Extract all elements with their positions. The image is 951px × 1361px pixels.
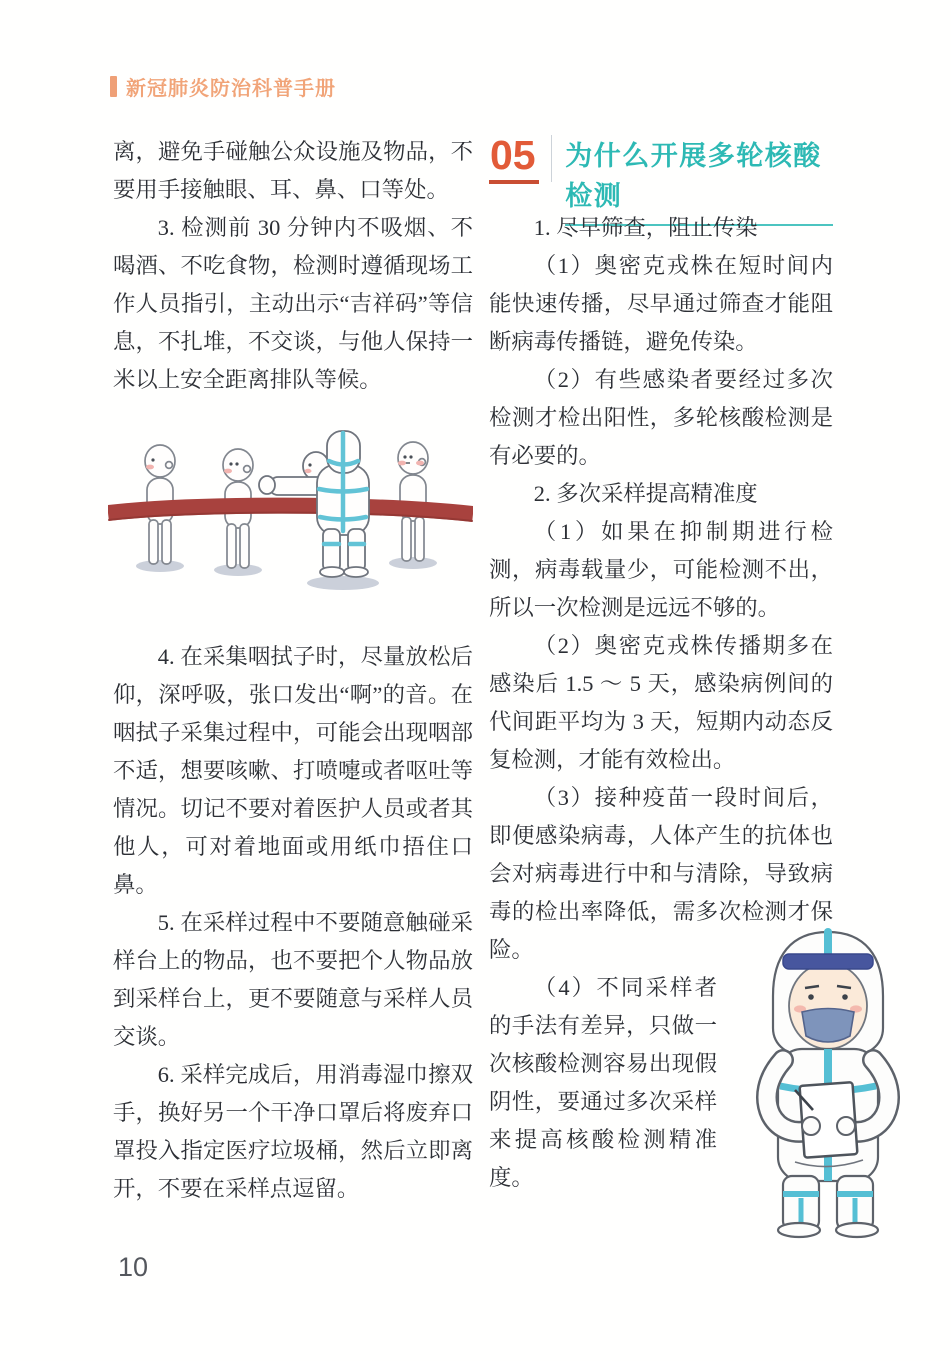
paragraph-step4: 4. 在采集咽拭子时，尽量放松后仰，深呼吸，张口发出“啊”的音。在咽拭子采集过程中，可能会出现咽部不适，想要咳嗽、打喷嚏或者呕吐等情况。切记不要对着医护人员或者其他人，可对着地面或用纸巾捂住口鼻。 xyxy=(113,644,473,897)
booklet-title: 新冠肺炎防治科普手册 xyxy=(126,78,336,100)
paragraph-continuation: 离，避免手碰触公众设施及物品，不要用手接触眼、耳、鼻、口等处。 xyxy=(113,139,473,202)
paragraph-point2-2: （2）奥密克戎株传播期多在感染后 1.5 ～ 5 天，感染病例间的代间距平均为 3 天，短期内动态反复检测，才能有效检出。 xyxy=(489,633,833,772)
section-number: 05 xyxy=(489,133,539,184)
paragraph-point2-4: （4）不同采样者的手法有差异，只做一次核酸检测容易出现假阴性，要通过多次采样来提高核酸检测精准度。 xyxy=(489,975,717,1190)
paragraph-point2-3: （3）接种疫苗一段时间后，即便感染病毒，人体产生的抗体也会对病毒进行中和与清除，导致病毒的检出率降低，需多次检测才保险。 xyxy=(489,785,833,962)
section-title: 为什么开展多轮核酸检测 xyxy=(565,133,833,226)
header-accent-bar xyxy=(110,76,117,97)
paragraph-point1: 1. 尽早筛查，阻止传染 xyxy=(533,215,758,240)
page-number: 10 xyxy=(118,1252,149,1282)
paragraph-point2-1: （1）如果在抑制期进行检测，病毒载量少，可能检测不出，所以一次检测是远远不够的。 xyxy=(489,519,833,620)
queue-illustration xyxy=(108,416,473,611)
paragraph-with-figure xyxy=(489,969,833,1239)
left-column xyxy=(113,133,473,1208)
right-column xyxy=(489,133,833,1239)
paragraph-point1-2: （2）有些感染者要经过多次检测才检出阳性，多轮核酸检测是有必要的。 xyxy=(489,367,833,468)
paragraph-step5: 5. 在采样过程中不要随意触碰采样台上的物品，也不要把个人物品放到采样台上，更不要随意与采样人员交谈。 xyxy=(113,910,473,1049)
paragraph-point2: 2. 多次采样提高精准度 xyxy=(533,481,758,506)
paragraph-step6: 6. 采样完成后，用消毒湿巾擦双手，换好另一个干净口罩后将废弃口罩投入指定医疗垃圾桶，然后立即离开，不要在采样点逗留。 xyxy=(113,1062,473,1201)
booklet-header xyxy=(110,72,336,101)
paragraph-point1-1: （1）奥密克戎株在短时间内能快速传播，尽早通过筛查才能阻断病毒传播链，避免传染。 xyxy=(489,253,833,354)
paragraph-step3: 3. 检测前 30 分钟内不吸烟、不喝酒、不吃食物，检测时遵循现场工作人员指引，主动出示“吉祥码”等信息，不扎堆，不交谈，与他人保持一米以上安全距离排队等候。 xyxy=(113,215,473,392)
section-divider xyxy=(551,135,553,182)
section-header xyxy=(489,132,833,211)
ppe-worker-illustration xyxy=(723,924,883,1239)
queue-illustration-svg xyxy=(108,416,473,611)
ppe-worker-svg xyxy=(723,924,933,1239)
